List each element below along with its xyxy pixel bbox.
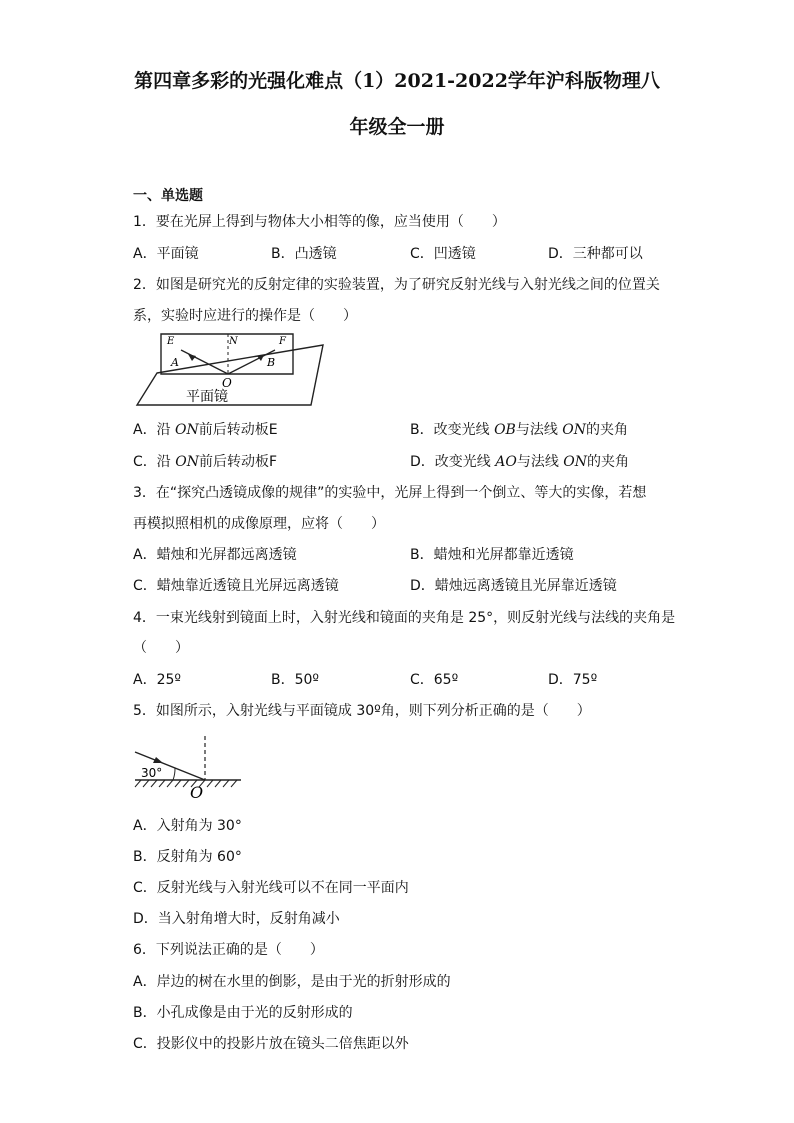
question-3-option-b: B．蜡烛和光屏都靠近透镜 — [410, 547, 574, 563]
question-3-option-d: D．蜡烛远离透镜且光屏靠近透镜 — [410, 578, 617, 594]
question-3-stem-line-1: 3．在“探究凸透镜成像的规律”的实验中，光屏上得到一个倒立、等大的实像，若想 — [133, 485, 647, 501]
reflection-experiment-figure — [133, 332, 333, 412]
label-b: B — [267, 356, 276, 369]
question-4-stem-line-2: （ ） — [133, 640, 189, 656]
label-f: F — [279, 336, 286, 347]
question-2-option-c: C．沿 ON前后转动板F — [133, 454, 278, 470]
question-2-stem-line-2: 系，实验时应进行的操作是（ ） — [133, 308, 357, 324]
section-heading: 一、单选题 — [133, 188, 203, 204]
document-title-line-2: 年级全一册 — [349, 116, 445, 138]
label-a: A — [171, 356, 179, 369]
question-2-option-a: A．沿 ON前后转动板E — [133, 422, 278, 438]
point-o-label: O — [190, 783, 204, 800]
question-3-option-c: C．蜡烛靠近透镜且光屏远离透镜 — [133, 578, 339, 594]
question-6-option-a: A．岸边的树在水里的倒影，是由于光的折射形成的 — [133, 974, 451, 990]
question-3-stem-line-2: 再模拟照相机的成像原理，应将（ ） — [133, 516, 385, 532]
label-n: N — [229, 336, 238, 347]
mirror-angle-figure — [133, 734, 243, 800]
question-5-option-b: B．反射角为 60° — [133, 849, 242, 865]
question-1-option-d: D．三种都可以 — [548, 246, 643, 262]
incident-arrow-icon — [153, 757, 163, 763]
question-2-option-d: D．改变光线 AO与法线 ON的夹角 — [410, 454, 630, 470]
question-5-option-d: D．当入射角增大时，反射角减小 — [133, 911, 340, 927]
question-2-stem-line-1: 2．如图是研究光的反射定律的实验装置，为了研究反射光线与入射光线之间的位置关 — [133, 277, 660, 293]
question-1-option-b: B．凸透镜 — [271, 246, 337, 262]
question-6-option-b: B．小孔成像是由于光的反射形成的 — [133, 1005, 353, 1021]
question-6-option-c: C．投影仪中的投影片放在镜头二倍焦距以外 — [133, 1036, 409, 1052]
question-5-stem: 5．如图所示，入射光线与平面镜成 30º角，则下列分析正确的是（ ） — [133, 703, 591, 719]
question-1-option-c: C．凹透镜 — [410, 246, 476, 262]
label-e: E — [167, 336, 175, 347]
question-3-option-a: A．蜡烛和光屏都远离透镜 — [133, 547, 297, 563]
question-1-stem: 1．要在光屏上得到与物体大小相等的像，应当使用（ ） — [133, 214, 506, 230]
question-5-option-a: A．入射角为 30° — [133, 818, 242, 834]
question-4-stem-line-1: 4．一束光线射到镜面上时，入射光线和镜面的夹角是 25°，则反射光线与法线的夹角是 — [133, 610, 676, 626]
angle-arc — [173, 768, 175, 780]
question-2-option-b: B．改变光线 OB与法线 ON的夹角 — [410, 422, 629, 438]
question-5-option-c: C．反射光线与入射光线可以不在同一平面内 — [133, 880, 409, 896]
question-4-option-c: C．65º — [410, 672, 459, 688]
question-4-option-a: A．25º — [133, 672, 181, 688]
mirror-label: 平面镜 — [186, 389, 228, 405]
document-title-line-1: 第四章多彩的光强化难点（1）2021-2022学年沪科版物理八 — [134, 70, 660, 92]
question-1-option-a: A．平面镜 — [133, 246, 199, 262]
question-4-option-b: B．50º — [271, 672, 320, 688]
question-4-option-d: D．75º — [548, 672, 598, 688]
question-6-stem: 6．下列说法正确的是（ ） — [133, 942, 324, 958]
mirror-hatching — [135, 780, 237, 787]
label-o: O — [222, 376, 232, 390]
figure-mirror-base — [137, 345, 323, 405]
angle-label: 30° — [141, 766, 163, 780]
